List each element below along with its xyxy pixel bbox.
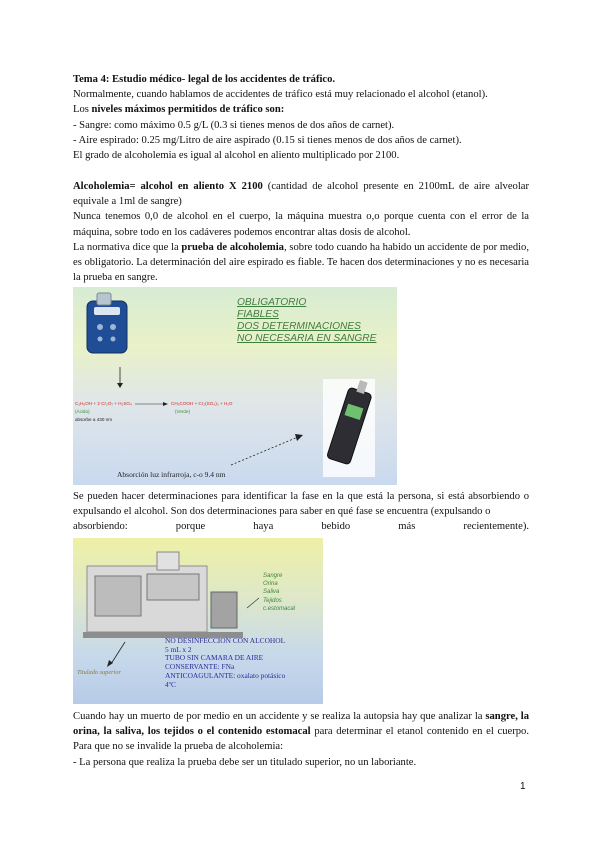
- lab-equipment-figure: [73, 538, 323, 704]
- reaction-left-note: absorbe a 430 nm: [75, 417, 113, 422]
- reaction-left-color: (Ácido): [75, 409, 90, 414]
- note-tubo: TUBO SIN CAMARA DE AIRE: [165, 653, 264, 663]
- overlay-obligatorio: OBLIGATORIO: [237, 297, 307, 308]
- reaction-right-color: (Verde): [175, 409, 191, 414]
- reaction-left: C₂H₅OH + 2 Cr₂O₇ + H₂SO₄: [75, 401, 132, 406]
- overlay-no-necesaria: NO NECESARIA EN SANGRE: [237, 333, 377, 344]
- normativa-paragraph: La normativa dice que la prueba de alcoholemia, sobre todo cuando ha habido un accidente de por medio, es obligatorio. La determinación del aire espirado es fiable. Te hacen dos determinaciones y no es necesaria la prueba en sangre.: [73, 241, 530, 284]
- intro-section: [73, 72, 529, 163]
- breathalyzer-illustration: [73, 287, 397, 485]
- note-temperature: 4ºC: [165, 679, 176, 689]
- breath-limit: - Aire espirado: 0.25 mg/Litro de aire aspirado (0.15 si tienes menos de dos años de carnet).: [73, 134, 462, 146]
- max-levels-heading: Los niveles máximos permitidos de tráfico son:: [73, 104, 285, 116]
- titulado-label: Titulado superior: [77, 669, 121, 676]
- fase-section: [73, 489, 529, 535]
- figure1-caption: Absorción luz infrarroja, c-o 9.4 nm: [117, 470, 226, 479]
- intro-line: Normalmente, cuando hablamos de accidentes de tráfico está muy relacionado el alcohol (etanol).: [73, 89, 488, 101]
- overlay-fiables: FIABLES: [237, 309, 279, 320]
- sample-list: [263, 572, 295, 613]
- nunca-paragraph: Nunca tenemos 0,0 de alcohol en el cuerpo, la máquina muestra o,o porque cuenta con el error de la máquina, sobre todo en los cadáveres podemos encontrar altas dosis de alcohol.: [73, 211, 529, 238]
- sample-orina: Orina: [263, 581, 278, 588]
- overlay-dos-determinaciones: DOS DETERMINACIONES: [237, 321, 361, 332]
- sample-tejidos: Tejidos: [263, 597, 282, 604]
- breathalyzer-figure: [73, 287, 397, 485]
- fase-paragraph-end: absorbiendo: porque haya bebido más recientemente).: [73, 521, 529, 533]
- reaction-right: CH₃COOH + Cr₂(SO₄)₃ + H₂O: [171, 401, 233, 406]
- page-number: 1: [520, 781, 526, 792]
- autopsia-paragraph: Cuando hay un muerto de por medio en un accidente y se realiza la autopsia hay que analizar la sangre, la orina, la saliva, los tejidos o el contenido estomacal para determinar el etanol contenido en el cuerpo. Para que no se invalide la prueba de alcoholemia:: [73, 711, 530, 753]
- sample-saliva: Saliva: [263, 589, 280, 596]
- blood-limit: - Sangre: como máximo 0.5 g/L (0.3 si tienes menos de dos años de carnet).: [73, 119, 395, 131]
- topic-title: Tema 4: Estudio médico- legal de los accidentes de tráfico.: [73, 74, 336, 85]
- note-anticoagulante: ANTICOAGULANTE: oxalato potásico: [165, 670, 286, 680]
- note-volume: 5 mL x 2: [165, 644, 192, 654]
- sample-notes: [165, 637, 285, 689]
- sample-sangre: Sangre: [263, 573, 283, 579]
- alcohol-grade-note: El grado de alcoholemia es igual al alcohol en aliento multiplicado por 2100.: [73, 150, 400, 162]
- note-desinfeccion: NO DESINFECCION CON ALCOHOL: [165, 636, 286, 645]
- autopsia-section: [73, 709, 529, 770]
- fase-paragraph: Se pueden hacer determinaciones para identificar la fase en la que está la persona, si está absorbiendo o expulsando el alcohol. Son dos determinaciones para saber en qué fase se encuentra (expulsando o: [73, 491, 529, 518]
- sample-estomacal: c.estomacal: [263, 605, 296, 612]
- formula-section: [73, 179, 529, 285]
- formula-paragraph: Alcoholemia= alcohol en aliento X 2100 (cantidad de alcohol presente en 2100mL de aire alveolar equivale a 1ml de sangre): [73, 181, 529, 208]
- titulado-requirement: - La persona que realiza la prueba debe ser un titulado superior, no un laboriante.: [73, 756, 417, 768]
- note-conservante: CONSERVANTE: FNa: [165, 662, 235, 672]
